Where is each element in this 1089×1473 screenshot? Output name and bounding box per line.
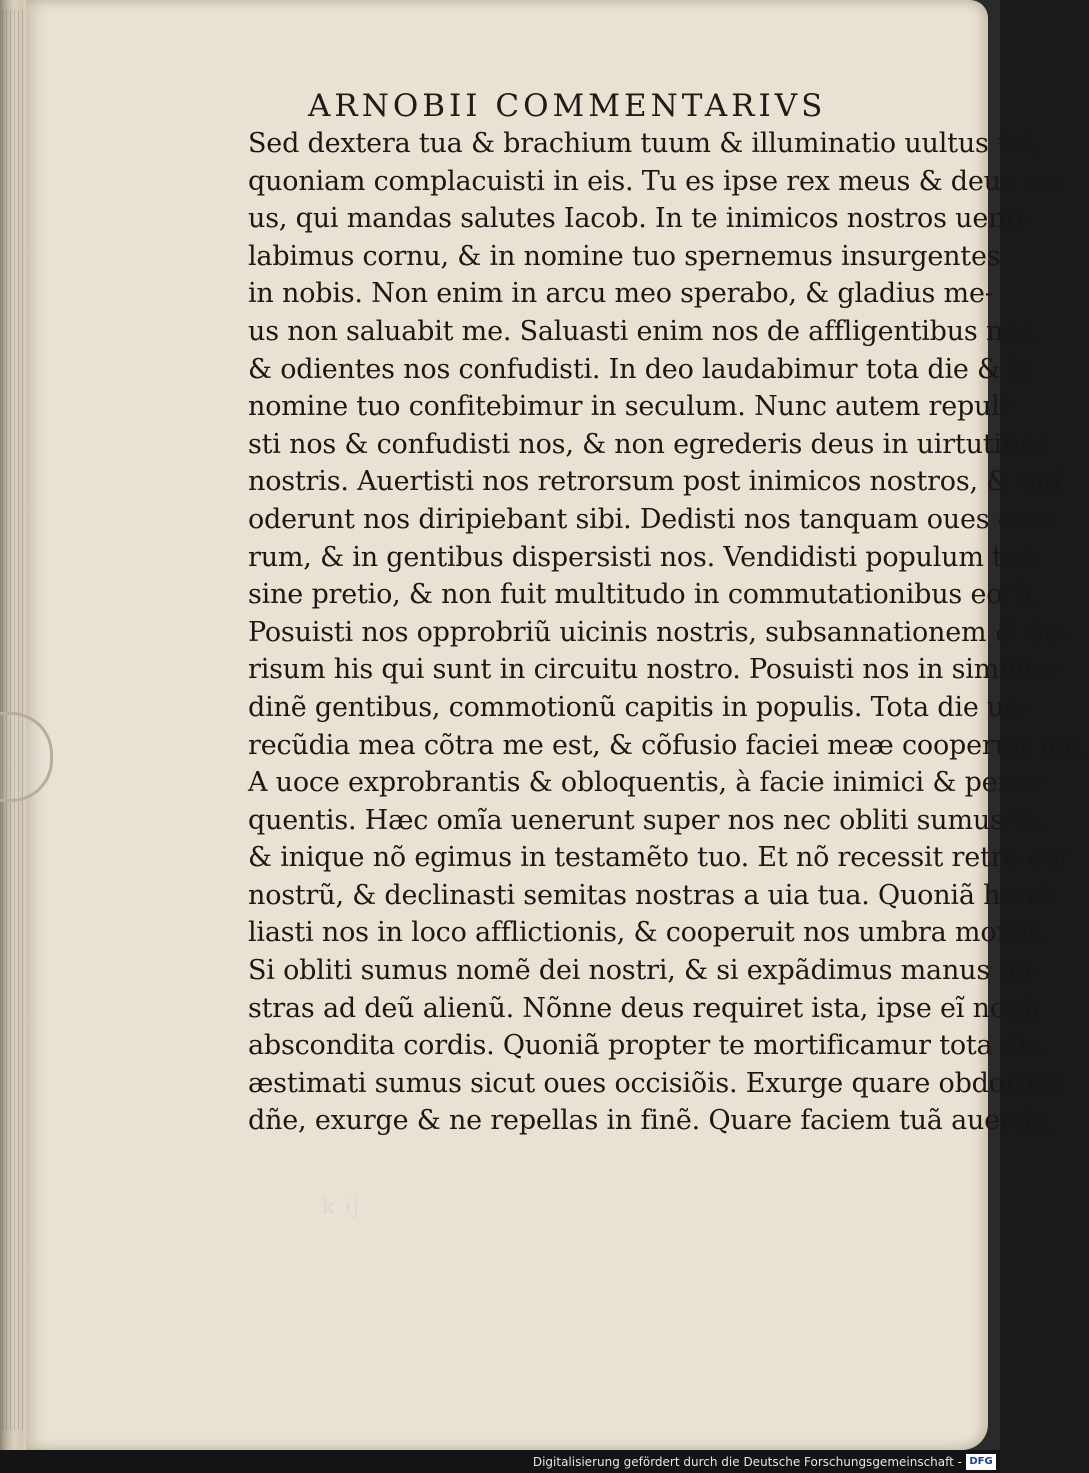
text-line: dñe, exurge & ne repellas in finẽ. Quare faciem tuã auertis, [248, 1105, 1054, 1137]
text-line: Sed dextera tua & brachium tuum & illuminatio uultus tui, [248, 128, 1042, 159]
text-line: in nobis. Non enim in arcu meo sperabo, & gladius me- [248, 278, 994, 310]
text-line: & odientes nos confudisti. In deo laudabimur tota die & in [248, 353, 1035, 385]
text-line: nostrũ, & declinasti semitas nostras a uia tua. Quoniã humi- [248, 879, 1061, 911]
text-line: nostris. Auertisti nos retrorsum post inimicos nostros, & qui [248, 466, 1062, 498]
text-line: us non saluabit me. Saluasti enim nos de affligentibus nos, [248, 315, 1042, 347]
text-line: Posuisti nos opprobriũ uicinis nostris, subsannationem & de- [248, 616, 1069, 648]
page-body-text [248, 125, 1089, 1140]
text-line: quoniam complacuisti in eis. Tu es ipse rex meus & deus me [248, 165, 1065, 197]
text-line: us, qui mandas salutes Iacob. In te inimicos nostros uenti- [248, 203, 1034, 235]
dfg-logo-icon: DFG [966, 1454, 996, 1470]
signature-mark: k ij [322, 1194, 362, 1218]
text-line: risum his qui sunt in circuitu nostro. Posuisti nos in similitu- [248, 654, 1062, 686]
text-line: sine pretio, & non fuit multitudo in commutationibus eorũ. [248, 579, 1041, 611]
text-line: abscondita cordis. Quoniã propter te mortificamur tota die, [248, 1030, 1051, 1062]
footer-bar [0, 1450, 1000, 1473]
text-line: A uoce exprobrantis & obloquentis, à facie inimici & perse- [248, 767, 1049, 799]
text-line: dinẽ gentibus, commotionũ capitis in populis. Tota die ue- [248, 691, 1029, 723]
text-line: stras ad deũ alienũ. Nõnne deus requiret ista, ipse eĩ nouit [248, 992, 1043, 1024]
text-line: Si obliti sumus nomẽ dei nostri, & si expãdimus manus no- [248, 955, 1041, 987]
text-line: & inique nõ egimus in testamẽto tuo. Et nõ recessit retro cor [248, 842, 1072, 874]
book-page [26, 0, 1089, 1450]
text-line: labimus cornu, & in nomine tuo spernemus insurgentes [248, 240, 1001, 272]
text-line: quentis. Hæc omĩa uenerunt super nos nec obliti sumus te, [248, 804, 1047, 836]
running-header: ARNOBII COMMENTARIVS [308, 88, 827, 124]
text-line: oderunt nos diripiebant sibi. Dedisti nos tanquam oues esca [248, 503, 1059, 535]
text-line: sti nos & confudisti nos, & non egrederis deus in uirtutibus [248, 428, 1050, 460]
text-line: recũdia mea cõtra me est, & cõfusio faciei meæ cooperuit me. [248, 729, 1089, 761]
text-line: rum, & in gentibus dispersisti nos. Vendidisti populum tuũ [248, 541, 1038, 573]
text-line: liasti nos in loco afflictionis, & cooperuit nos umbra mortis. [248, 917, 1051, 949]
footer-credit: Digitalisierung gefördert durch die Deutsche Forschungsgemeinschaft - [532, 1455, 962, 1469]
text-line: æstimati sumus sicut oues occisiõis. Exurge quare obdormis [248, 1067, 1065, 1099]
text-line: nomine tuo confitebimur in seculum. Nunc autem repuli- [248, 391, 1018, 423]
